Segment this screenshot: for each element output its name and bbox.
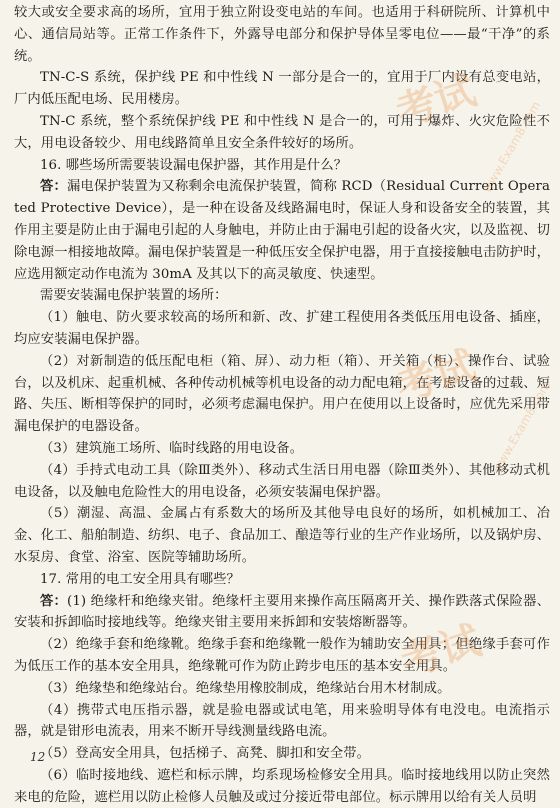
watermark-logo: 考试 (390, 67, 482, 137)
answer-lead: 答： (40, 593, 68, 609)
page-number: 12 (30, 750, 46, 764)
paragraph-text: 漏电保护装置为又称剩余电流保护装置，简称 RCD（Residual Current Operated Protective Device），是一种在设备及线路漏电时，保证人身和设备安全的装置，其作用主要是防止由于漏电引起的人身触电，并防止由于漏电引起的设备火灾，以及监视、切除电源一相接地故障。漏电保护装置是一种低压安全保护电器，用于直接接触电击防护时，应选用额定动作电流为 30mA 及其以下的高灵敏度、快速型。 (14, 179, 550, 282)
paragraph: （5）潮湿、高温、金属占有系数大的场所及其他导电良好的场所，如机械加工、冶金、化工、船舶制造、纺织、电子、食品加工、酿造等行业的生产作业场所，以及锅炉房、水泵房、食堂、浴室、医院等辅助场所。 (14, 506, 550, 565)
paragraph: 需要安装漏电保护装置的场所： (40, 288, 228, 304)
paragraph: TN-C 系统，整个系统保护线 PE 和中性线 N 是合一的，可用于爆炸、火灾危险性不大，用电设备较少、用电线路简单且安全条件较好的场所。 (14, 113, 550, 151)
paragraph: （3）绝缘垫和绝缘站台。绝缘垫用橡胶制成，绝缘站台用木材制成。 (40, 680, 451, 696)
watermark-url: www.Exam8.com (489, 378, 554, 476)
paragraph (14, 591, 550, 635)
paragraph: （6）临时接地线、遮栏和标示牌，均系现场检修安全用具。临时接地线用以防止突然来电的危险，遮栏用以防止检修人员触及或过分接近带电部位。标示牌用以给有关人员明 (14, 767, 550, 805)
paragraph (14, 176, 550, 285)
paragraph: 16. 哪些场所需要装设漏电保护器，其作用是什么？ (40, 157, 348, 173)
answer-lead: 答： (40, 179, 67, 195)
paragraph: （1）触电、防火要求较高的场所和新、改、扩建工程使用各类低压用电设备、插座，均应安装漏电保护器。 (14, 310, 550, 347)
paragraph: （2）对新制造的低压配电柜（箱、屏）、动力柜（箱）、开关箱（柜）、操作台、试验台，以及机床、起重机械、各种传动机械等机电设备的动力配电箱，在考虑设备的过载、短路、失压、断相等保护的同时，必须考虑漏电保护。用户在使用以上设备时，应优先采用带漏电保护的电器设备。 (14, 353, 550, 435)
paragraph: 17. 常用的电工安全用具有哪些？ (40, 571, 240, 587)
paragraph: 较大或安全要求高的场所，宜用于独立附设变电站的车间。也适用于科研院所、计算机中心、通信局站等。正常工作条件下，外露导电部分和保护导体呈零电位——最“干净”的系统。 (14, 5, 550, 64)
paragraph-text: (1) 绝缘杆和绝缘夹钳。绝缘杆主要用来操作高压隔离开关、操作跌落式保险器、安装和拆卸临时接地线等。绝缘夹钳主要用来拆卸和安装熔断器等。 (14, 593, 550, 631)
paragraph: （3）建筑施工场所、临时线路的用电设备。 (40, 440, 304, 456)
paragraph: （4）手持式电动工具（除Ⅲ类外）、移动式生活日用电器（除Ⅲ类外）、其他移动式机电设备，以及触电危险性大的用电设备，必须安装漏电保护器。 (14, 462, 550, 500)
watermark-logo: 考试 (390, 342, 482, 412)
watermark-url: www.Exam8.com (479, 98, 544, 196)
paragraph: （5）登高安全用具，包括梯子、高凳、脚扣和安全带。 (40, 746, 371, 762)
paragraph: （2）绝缘手套和绝缘靴。绝缘手套和绝缘靴一般作为辅助安全用具；但绝缘手套可作为低压工作的基本安全用具，绝缘靴可作为防止跨步电压的基本安全用具。 (14, 637, 550, 674)
paragraph: TN-C-S 系统，保护线 PE 和中性线 N 一部分是合一的，宜用于厂内设有总变电站，厂内低压配电场、民用楼房。 (14, 70, 550, 108)
paragraph: （4）携带式电压指示器，就是验电器或试电笔，用来验明导体有电没电。电流指示器，就是钳形电流表，用来不断开导线测量线路电流。 (14, 702, 550, 740)
watermark-logo: 考试 (395, 617, 487, 687)
